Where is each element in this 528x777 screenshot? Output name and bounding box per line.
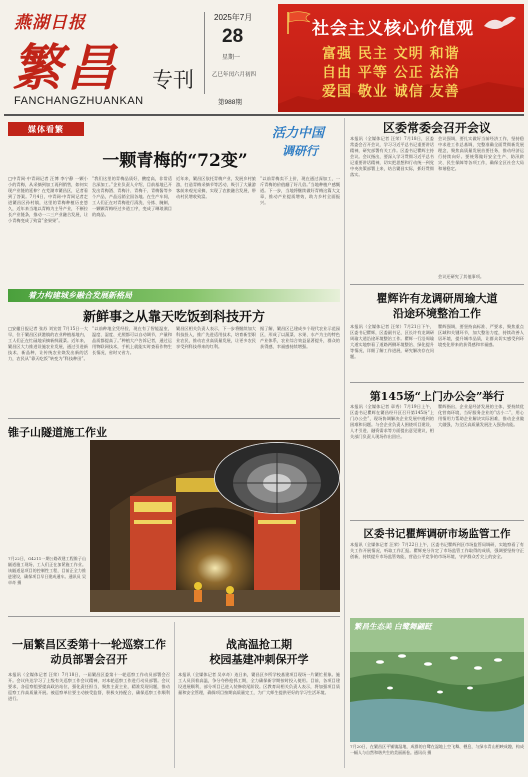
values-line-3: 爱国 敬业 诚信 友善 (322, 84, 460, 100)
egret-photo (350, 618, 524, 742)
qingmei-headline: 一颗青梅的“72变” (102, 151, 248, 171)
survey-headline-line-1: 瞿辉许有龙调研周瑜大道 (376, 292, 498, 305)
changwei-headline: 区委常委会召开会议 (382, 121, 491, 135)
fresh-headline: 新鲜事之从靠天吃饭到科技开方 (82, 310, 265, 325)
flag-icon (284, 10, 314, 36)
fresh-body-col-4: 据了解，繁昌区已建成多个现代农业示范园区，形成了以蔬菜、水果、水产为主的特色产业体系，农业综合效益显著提升，群众的获得感、幸福感持续增强。 (260, 326, 340, 349)
bottom-left-divider (174, 622, 175, 768)
column-divider-main (344, 118, 345, 768)
values-line-1: 富强 民主 文明 和谐 (322, 46, 460, 62)
masthead-rule (4, 114, 524, 116)
values-title: 社会主义核心价值观 (312, 19, 474, 39)
egret-photo-caption: 7月20日，在繁昌区平铺镇湿地，成群的白鹭在湿地上空飞舞、栖息，与绿水青山相映成趣，构成一幅人与自然和谐共生的美丽画卷。通讯员 摄 (350, 744, 524, 755)
right-rule-3 (350, 520, 524, 521)
dove-icon (482, 12, 518, 34)
green-band-label: 着力构建城乡融合发展新格局 (28, 290, 132, 300)
survey-body-col-1: 本报讯（全媒体记者 汪荣）7月21日下午，区委书记瞿辉，区委副书记、区长许有龙调研周瑜大道沿途环境整治工作。瞿辉一行沿周瑜大道实地察看了道路两侧环境整治、绿化提升等情况，详细了解工作进展，研究解决存在问题。 (350, 324, 434, 359)
inspect-headline-line-2: 动员部署会召开 (50, 653, 128, 666)
zhuankan-label: 专刊 (152, 68, 194, 92)
changwei-body-end: 会议还研究了其他事项。 (438, 274, 485, 279)
huoli-logo (268, 118, 340, 170)
values-line-2: 自由 平等 公正 法治 (322, 65, 460, 81)
huoli-logo-line-2: 调研行 (282, 144, 319, 158)
dongzhu-headline: 区委书记瞿辉调研市场监管工作 (363, 528, 511, 540)
fresh-body-col-2: “以前种地全凭经验，现在有了智能温室，温度、湿度、光照都可以自动调节，产量和品质都提高了。”种植大户告诉记者，通过运用物联网技术，手机上就能实时查看作物生长情况，省时又省力。 (92, 326, 172, 355)
date-day: 28 (222, 26, 244, 47)
huoli-logo-line-1: 活力中国 (272, 126, 325, 141)
right-rule-1 (350, 284, 524, 285)
tunnel-boring-image (215, 443, 339, 513)
meeting-145-headline: 第145场“上门办公会”举行 (369, 390, 505, 403)
meeting-145-body-col-1: 本报讯（全媒体记者 章秀）7月19日上午，区委书记瞿辉在繁昌经开区召开第145场“上门办公会”，现场协调解决企业发展中遇到的困难和问题。与会企业负责人围绕项目建设、人才引进、融资需求等方面提出意见建议，相关部门负责人现场作出回应。 (350, 404, 434, 439)
issue-number: 第988期 (218, 99, 242, 106)
changwei-body-col-1: 本报讯（全媒体记者 汪荣）7月18日，区委常委会召开会议，学习习近平总书记重要讲话精神，研究部署有关工作。区委书记瞿辉主持会议。会议指出，要深入学习贯彻习近平总书记重要讲话精神，切实把思想和行动统一到党中央决策部署上来，结合繁昌实际，抓好贯彻落实。 (350, 136, 434, 177)
survey-headline-line-2: 沿途环境整治工作 (393, 307, 481, 320)
qingmei-body-col-3: 近年来，繁昌区依托青梅产业，发展乡村旅游，打造青梅采摘节等活动，吸引了大量游客前来观光采摘，实现了农旅融合发展，带动村民增收致富。 (176, 176, 256, 199)
paper-name-large: 繁昌 (12, 38, 120, 97)
school-body: 本报讯（全媒体记者 吴卓奇）连日来，繁昌区多所学校基建项目现场一片繁忙景象。施工人员顶着高温，争分夺秒抢抓工期，全力确保新学期按时投入使用。目前，各项目建设进展顺利，部分项目已进入装修收尾阶段。区教育局相关负责人表示，将加强项目质量和安全管理，确保项目按期高质量完工，为广大师生提供更好的学习生活环境。 (178, 672, 340, 695)
fresh-body-col-1: □安徽日报记者 张苏 刘宣萱 7月15日一大早，位于繁昌区荻港镇的农业种植基地内，工人们正在忙碌地采摘新鲜蔬菜。近年来，繁昌区大力推进设施农业发展，通过引进新技术、新品种，让传统农业焕发出新的活力，农民从“靠天吃饭”转变为“科技种田”。 (8, 326, 88, 361)
fresh-body-col-3: 繁昌区相关负责人表示，下一步将继续加大科技投入，推广先进适用技术，培育新型职业农民，推动农业高质量发展，让更多农民享受到科技带来的红利。 (176, 326, 256, 349)
egret-photo-label: 繁昌生态美 白鹭舞翩跹 (354, 622, 432, 631)
fresh-rule (8, 418, 340, 419)
tunnel-photo-caption: 7月22日，G4211一期公路改建工程锥子山隧道施工现场，工人们正在加紧施工作业。该隧道是项目的控制性工程，目前正全力推进建设，确保项目早日建成通车。通讯员 吴卓奇 摄 (8, 556, 86, 585)
meeting-145-body-col-2: 瞿辉指出，企业是经济发展的主体，要持续优化营商环境，当好服务企业的“店小二”，用心用情用力帮助企业解决实际困难，推动企业做大做强，为全区高质量发展注入强劲动能。 (438, 404, 524, 427)
tunnel-rule (8, 616, 340, 617)
qingmei-body-col-1: □中青网·中青网记者 汪博 李宁静 一颗小小的青梅，从采摘到加工再到销售，如何实现产业链的延伸？在芜湖市繁昌区，记者看到了答案。7月4日，中青网·中青网记者走进繁昌区孙村镇，这里的青梅种植历史悠久，近年来当地以青梅为主导产业，不断拉长产业链条，推动一二三产业融合发展，让小青梅变成了致富“金果果”。 (8, 176, 88, 223)
egret-wetland-image (350, 618, 524, 742)
right-rule-2 (350, 382, 524, 383)
survey-body-col-2: 瞿辉强调，要坚持高标准、严要求，聚焦重点区域和关键环节，加大整治力度，持续改善人居环境，提升城市品质，让群众切实感受到环境变化带来的获得感和幸福感。 (438, 324, 524, 347)
date-year-month: 2025年7月 (214, 13, 253, 22)
qingmei-body-col-4: “以前青梅卖不上价，现在通过深加工，一斤青梅的价值翻了好几倍。”当地种植户感慨道。下一步，当地将继续做好青梅这篇大文章，推动产业提质增效，助力乡村全面振兴。 (260, 176, 340, 205)
masthead (4, 4, 264, 112)
inspect-headline-line-1: 一届繁昌区委第十一轮巡察工作 (12, 638, 166, 651)
green-band (8, 289, 340, 302)
masthead-divider (204, 12, 205, 94)
paper-name-small: 燕湖日报 (14, 13, 86, 33)
changwei-body-col-2: 会议强调，要扎实做好当前经济工作，坚持稳中求进工作总基调，完整准确全面贯彻新发展理念，聚焦高质量发展首要任务，推动经济运行持续向好。要统筹做好安全生产、防汛救灾、民生保障等各项工作，确保全区社会大局和谐稳定。 (438, 136, 524, 171)
date-weekday: 星期一 (222, 55, 241, 61)
tunnel-inset-photo (214, 442, 340, 514)
inspect-body: 本报讯（全媒体记者 汪荣）7月18日，一届繁昌区委第十一轮巡察工作动员部署会召开。会议传达学习了上级有关巡察工作会议精神，对本轮巡察工作进行动员部署。会议要求，各巡察组要提高政治站位，强化责任担当，聚焦主责主业，精准发现问题，推动巡察工作高质量开展。被巡察单位要主动接受监督，积极支持配合，确保巡察工作顺利进行。 (8, 672, 170, 701)
tunnel-headline: 锥子山隧道施工作业 (8, 426, 107, 439)
section-tag (8, 122, 84, 136)
qingmei-body-col-2: “我们这里的青梅品质好，酸度高，非常适合深加工。”企业负责人介绍，目前基地已开发出青梅酒、青梅汁、青梅干、青梅酱等多个产品，产品远销全国各地。在生产车间，工人们正在对青梅进行清洗、分拣、腌制，一颗颗青梅经过多道工序，变成了琳琅满目的商品。 (92, 176, 172, 217)
masthead-pinyin: FANCHANGZHUANKAN (14, 95, 144, 107)
core-values-banner (278, 4, 524, 112)
school-headline-line-1: 战高温抢工期 (226, 638, 292, 651)
school-headline-line-2: 校园基建冲刺保开学 (209, 653, 309, 666)
dongzhu-body: 本报讯（全媒体记者 汪荣）7月22日上午，区委书记瞿辉到区市场监管局调研，实地察看了有关工作开展情况，听取工作汇报。瞿辉充分肯定了市场监管工作取得的成绩，强调要坚持守正创新，持续提升市场监管效能，营造公平竞争的市场环境，守护群众舌尖上的安全。 (350, 542, 524, 559)
section-tag-label: 媒体看繁 (28, 124, 64, 134)
date-lunar: 乙巳年闰六月初四 (212, 72, 257, 78)
